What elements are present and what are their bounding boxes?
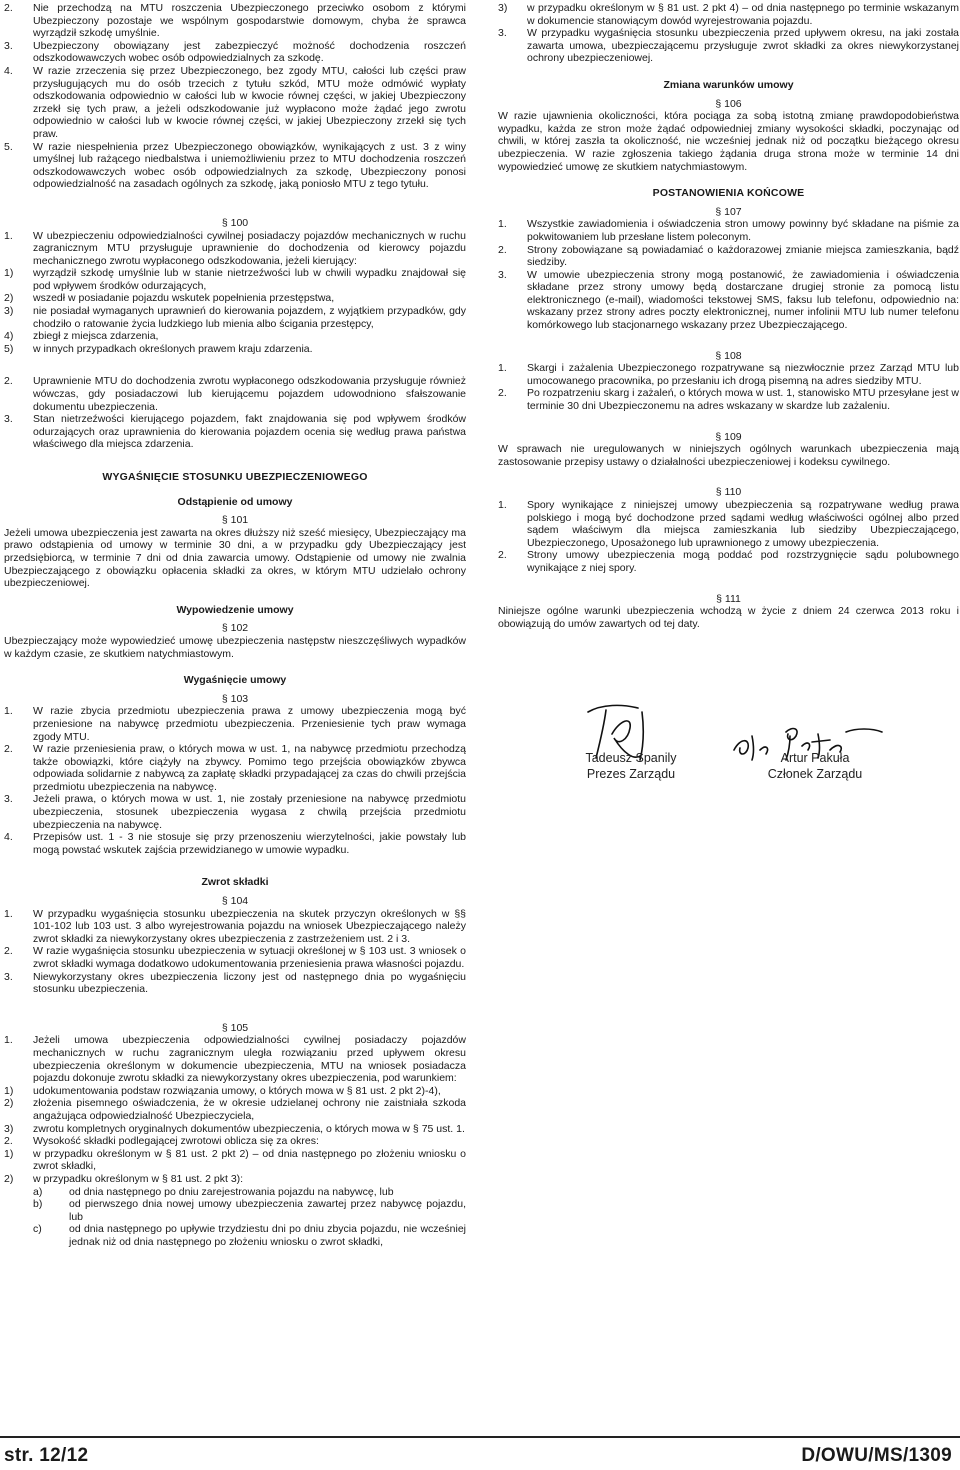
sub-text: nie posiadał wymaganych uprawnień do kierowania pojazdem, z wyjątkiem przypadków, gdy chodziło o ratowanie życia ludzkiego lub mienia albo ścigania przestępcy, bbox=[33, 305, 466, 330]
item-text: Wszystkie zawiadomienia i oświadczenia stron umowy powinny być składane na piśmie za pokwitowaniem lub przesłane listem poleconym. bbox=[527, 218, 959, 243]
item-number: 1. bbox=[4, 907, 13, 920]
sub-text: w przypadku określonym w § 81 ust. 2 pkt 4) – od dnia następnego po terminie wskazanym w dokumencie stanowiącym dowód wyrejestrowania pojazdu. bbox=[527, 2, 959, 27]
sub-item bbox=[4, 1085, 466, 1098]
paragraph-number: § 104 bbox=[221, 895, 249, 908]
item-text: Uprawnienie MTU do dochodzenia zwrotu wypłaconego odszkodowania przysługuje również wówczas, gdy posiadaczowi lub kierującemu pojazdem udowodniono sfałszowanie dokumentu ubezpieczenia. bbox=[33, 375, 466, 413]
item-number: 3. bbox=[4, 39, 13, 52]
item-text: W razie zrzeczenia się przez Ubezpieczonego, bez zgody MTU, całości lub części praw przysługujących mu do osób trzecich z tytułu szkód, MTU może odmówić wypłaty odszkodowania odpowiednio w całości lub w kwocie równej części, w jakiej Ubezpieczony zrzekł się tych praw, a jeżeli odszkodowanie już wypłacono może żądać jego zwrotu odpowiednio w całości lub w kwocie równej części, w jakiej Ubezpieczony zrzekł się tych praw. bbox=[33, 64, 466, 140]
item-number: 4. bbox=[4, 64, 13, 77]
item-text: W razie wygaśnięcia stosunku ubezpieczenia w sytuacji określonej w § 103 ust. 3 wniosek o zwrot składki wymaga dodatkowo udokumentowania przeniesienia prawa własności pojazdu. bbox=[33, 945, 466, 970]
item-text: Strony zobowiązane są powiadamiać o każdorazowej zmianie miejsca zamieszkania, bądź siedziby. bbox=[527, 243, 959, 269]
item-text: Przepisów ust. 1 - 3 nie stosuje się przy przenoszeniu wierzytelności, jakie powstały lub mogą powstać wskutek zajścia przewidzianego w umowie wypadku. bbox=[33, 831, 466, 856]
item-number: 3. bbox=[498, 27, 507, 40]
sub-number: 5) bbox=[4, 342, 14, 355]
subsection-title: Wygaśnięcie umowy bbox=[183, 674, 287, 687]
item-text: W przypadku wygaśnięcia stosunku ubezpieczenia przed upływem okresu, na jaki została zawarta umowa, ubezpieczającemu przysługuje zwrot składki za okres niewykorzystanej ochrony ubezpieczeniowej. bbox=[527, 27, 959, 65]
paragraph-number: § 102 bbox=[221, 622, 249, 635]
item-text: Stan nietrzeźwości kierującego pojazdem, fakt znajdowania się pod wpływem środków odurzających oraz uprawnienia do kierowania pojazdem ocenia się według prawa państwa właściwego dla miejsca zdarzenia. bbox=[33, 413, 466, 451]
sub-number: 2) bbox=[4, 1097, 14, 1110]
list-item bbox=[4, 908, 466, 946]
sub-number: 1) bbox=[4, 1084, 14, 1097]
list-item bbox=[4, 743, 466, 793]
list-item bbox=[498, 218, 959, 243]
sub-sub-number: b) bbox=[33, 1198, 43, 1211]
list-item bbox=[4, 793, 466, 831]
list-item bbox=[498, 27, 959, 65]
sub-sub-item bbox=[4, 1186, 466, 1199]
list-item bbox=[4, 1034, 466, 1084]
sub-text: zwrotu kompletnych oryginalnych dokumentów ubezpieczenia, o których mowa w § 75 ust. 1. bbox=[33, 1122, 465, 1135]
sub-sub-item bbox=[4, 1198, 466, 1223]
item-text: Strony umowy ubezpieczenia mogą poddać pod rozstrzygnięcie sądu polubownego wynikające z niej spory. bbox=[527, 549, 959, 574]
item-number: 5. bbox=[4, 140, 13, 153]
sub-item bbox=[4, 305, 466, 330]
item-number: 2. bbox=[498, 549, 507, 562]
sub-text: złożenia pisemnego oświadczenia, że w okresie udzielanej ochrony nie zaistniała szkoda angażująca odpowiedzialność Ubezpieczyciela, bbox=[33, 1097, 466, 1122]
list-item bbox=[4, 141, 466, 191]
sub-item bbox=[4, 1123, 466, 1136]
list-item bbox=[4, 230, 466, 268]
sub-sub-number: a) bbox=[33, 1185, 43, 1198]
list-item bbox=[4, 413, 466, 451]
signatory-role: Członek Zarządu bbox=[767, 767, 863, 781]
list-item bbox=[4, 40, 466, 65]
item-number: 2. bbox=[498, 387, 507, 400]
list-item bbox=[4, 831, 466, 856]
list-item bbox=[4, 375, 466, 413]
paragraph-text: Jeżeli umowa ubezpieczenia jest zawarta na okres dłuższy niż sześć miesięcy, Ubezpieczający ma prawo odstąpienia od umowy w terminie 30 dni, a w przypadku gdy Ubezpieczający jest przedsiębiorcą, w terminie 7 dni od dnia zawarcia umowy. Odstąpienie od umowy nie zwalnia Ubezpieczającego z obowiązku opłacenia składki za okres, w którym MTU udzielało ochrony ubezpieczeniowej. bbox=[4, 526, 466, 590]
item-number: 1. bbox=[498, 499, 507, 511]
sub-item bbox=[4, 1173, 466, 1186]
sub-item bbox=[4, 267, 466, 292]
paragraph-number: § 106 bbox=[715, 97, 742, 110]
sub-text: udokumentowania podstaw rozwiązania umowy, o których mowa w § 81 ust. 2 pkt 2)-4), bbox=[33, 1084, 441, 1097]
sub-number: 3) bbox=[4, 1122, 14, 1135]
sub-text: w przypadku określonym w § 81 ust. 2 pkt 2) – od dnia następnego po złożeniu wniosku o zwrot składki, bbox=[33, 1147, 466, 1173]
item-text: W razie przeniesienia praw, o których mowa w ust. 1, na nabywcę przedmiotu przechodzą także obowiązki, które ciążyły na zbywcy. Pomimo tego przejścia obowiązków zbywca odpowiada solidarnie z nabywcą za zapłatę składki przypadającej za czas do chwili przejścia przedmiotu ubezpieczenia na nabywcę. bbox=[33, 743, 466, 793]
left-column bbox=[4, 2, 466, 1248]
paragraph-number: § 101 bbox=[221, 514, 249, 527]
list-item bbox=[498, 362, 959, 387]
sub-item bbox=[4, 292, 466, 305]
sub-sub-item bbox=[4, 1223, 466, 1248]
sub-number: 2) bbox=[4, 1172, 14, 1185]
item-text: Wysokość składki podlegającej zwrotowi oblicza się za okres: bbox=[33, 1135, 319, 1148]
item-number: 2. bbox=[498, 243, 507, 256]
item-text: W ubezpieczeniu odpowiedzialności cywilnej posiadaczy pojazdów mechanicznych w ruchu zagranicznym MTU przysługuje uprawnienie do dochodzenia od kierowcy pojazdu mechanicznego zwrotu wypłaconego odszkodowania, jeżeli kierujący: bbox=[33, 229, 466, 267]
list-item bbox=[498, 387, 959, 412]
list-item bbox=[498, 499, 959, 549]
item-number: 3. bbox=[4, 413, 13, 426]
item-text: W umowie ubezpieczenia strony mogą postanowić, że zawiadomienia i oświadczenia składane przez strony umowy będą dostarczane drugiej stronie za pomocą listu elektronicznego (e-mail), wiadomości tekstowej SMS, faksu lub telefonu, odpowiednio na: wskazany przez strony adres poczty elektronicznej, numer infolinii MTU lub numer telefonu komórkowego lub stacjonarnego wskazany przez Ubezpieczającego. bbox=[527, 268, 959, 332]
item-number: 2. bbox=[4, 945, 13, 958]
sub-text: zbiegł z miejsca zdarzenia, bbox=[33, 330, 159, 343]
paragraph-number: § 108 bbox=[715, 349, 742, 362]
signatory-role: Prezes Zarządu bbox=[586, 767, 676, 781]
item-text: Po rozpatrzeniu skarg i zażaleń, o których mowa w ust. 1, stanowisko MTU przesyłane jest w terminie 30 dni Ubezpieczonemu na adres wskazany w skardze lub zażaleniu. bbox=[527, 387, 959, 413]
sub-number: 4) bbox=[4, 330, 14, 343]
item-number: 1. bbox=[498, 362, 507, 375]
section-title: POSTANOWIENIA KOŃCOWE bbox=[652, 187, 805, 200]
subsection-title: Zwrot składki bbox=[201, 876, 269, 889]
signatory-left bbox=[566, 750, 696, 782]
paragraph-number: § 110 bbox=[715, 486, 742, 499]
sub-item bbox=[498, 2, 959, 27]
subsection-title: Wypowiedzenie umowy bbox=[176, 603, 294, 616]
item-number: 2. bbox=[4, 375, 13, 388]
subsection-title: Odstąpienie od umowy bbox=[177, 495, 293, 508]
sub-number: 3) bbox=[4, 305, 14, 318]
paragraph-number: § 109 bbox=[715, 430, 742, 443]
sub-item bbox=[4, 330, 466, 343]
item-number: 4. bbox=[4, 831, 13, 844]
sub-number: 1) bbox=[4, 267, 14, 280]
paragraph-number: § 100 bbox=[221, 216, 249, 229]
sub-item bbox=[4, 1097, 466, 1122]
paragraph-number: § 107 bbox=[715, 205, 742, 218]
paragraph-text: Ubezpieczający może wypowiedzieć umowę ubezpieczenia następstw nieszczęśliwych wypadków w każdym czasie, ze skutkiem natychmiastowym. bbox=[4, 634, 466, 660]
signatory-right bbox=[740, 750, 890, 782]
sub-sub-text: od dnia następnego po dniu zarejestrowania pojazdu na nabywcę, lub bbox=[69, 1185, 394, 1198]
paragraph-text: Niniejsze ogólne warunki ubezpieczenia wchodzą w życie z dniem 24 czerwca 2013 roku i obowiązują do umów zawartych od tej daty. bbox=[498, 605, 959, 630]
signature-block bbox=[566, 698, 896, 808]
sub-item bbox=[4, 343, 466, 356]
list-item bbox=[4, 705, 466, 743]
item-text: Ubezpieczony obowiązany jest zabezpieczyć możność dochodzenia roszczeń odszkodowawczych wobec osób odpowiedzialnych za szkodę. bbox=[33, 39, 466, 65]
list-item bbox=[4, 2, 466, 40]
sub-sub-text: od dnia następnego po upływie trzydziestu dni po dniu zbycia pojazdu, nie wcześniej jednak niż od dnia następnego po złożeniu wniosku o zwrot składki, bbox=[69, 1223, 466, 1248]
item-text: W przypadku wygaśnięcia stosunku ubezpieczenia na skutek przyczyn określonych w §§ 101-102 lub 103 ust. 3 albo wyrejestrowania pojazdu na wniosek Ubezpieczającego należy zwrot składki za niewykorzystany okres ubezpieczenia z zastrzeżeniem ust. 2 i 3. bbox=[33, 907, 466, 945]
item-text: W razie zbycia przedmiotu ubezpieczenia prawa z umowy ubezpieczenia mogą być przeniesione na nabywcę przedmiotu ubezpieczenia. Przeniesienie tych praw wymaga zgody MTU. bbox=[33, 705, 466, 743]
footer-divider bbox=[0, 1436, 960, 1438]
paragraph-text: W razie ujawnienia okoliczności, która pociąga za sobą istotną zmianę prawdopodobieństwa wypadku, każda ze stron może żądać odpowiedniej zmiany wysokości składki, poczynając od chwili, w której zaszła ta okoliczność, nie wcześniej jednak niż od początku bieżącego okresu ubezpieczenia. W razie zgłoszenia takiego żądania druga strona może w terminie 14 dni wypowiedzieć umowę ze skutkiem natychmiastowym. bbox=[498, 110, 959, 173]
list-item bbox=[4, 971, 466, 996]
document-code: D/OWU/MS/1309 bbox=[801, 1445, 952, 1466]
item-number: 1. bbox=[4, 229, 13, 242]
section-title: WYGAŚNIĘCIE STOSUNKU UBEZPIECZENIOWEGO bbox=[102, 471, 368, 483]
sub-number: 2) bbox=[4, 292, 14, 305]
item-number: 3. bbox=[4, 970, 13, 983]
right-column bbox=[498, 2, 959, 630]
paragraph-number: § 111 bbox=[716, 592, 741, 605]
item-number: 2. bbox=[4, 2, 13, 14]
sub-text: wszedł w posiadanie pojazdu wskutek popełnienia przestępstwa, bbox=[33, 292, 335, 305]
list-item bbox=[4, 65, 466, 141]
subsection-title: Zmiana warunków umowy bbox=[663, 78, 794, 91]
item-number: 3. bbox=[4, 793, 13, 806]
sub-text: wyrządził szkodę umyślnie lub w stanie nietrzeźwości lub w chwili wypadku znajdował się pod wpływem środków odurzających, bbox=[33, 267, 466, 292]
item-number: 2. bbox=[4, 743, 13, 756]
sub-text: w innych przypadkach określonych prawem kraju zdarzenia. bbox=[33, 342, 313, 355]
sub-item bbox=[4, 1148, 466, 1173]
sub-sub-text: od pierwszego dnia nowej umowy ubezpieczenia zawartej przez nabywcę pojazdu, lub bbox=[69, 1198, 466, 1223]
list-item bbox=[498, 549, 959, 574]
item-number: 3. bbox=[498, 268, 507, 281]
item-number: 1. bbox=[4, 705, 13, 718]
sub-sub-number: c) bbox=[33, 1223, 42, 1236]
paragraph-number: § 103 bbox=[221, 692, 249, 705]
list-item bbox=[4, 1135, 466, 1148]
sub-text: w przypadku określonym w § 81 ust. 2 pkt 3): bbox=[33, 1172, 244, 1185]
item-number: 1. bbox=[4, 1034, 13, 1047]
item-text: Jeżeli umowa ubezpieczenia odpowiedzialności cywilnej posiadaczy pojazdów mechanicznych w ruchu zagranicznym uległa rozwiązaniu przed upływem okresu ubezpieczenia określonym w dokumencie ubezpieczenia, MTU na wniosek posiadacza pojazdu dokonuje zwrotu składki za niewykorzystany okres ubezpieczenia, pod warunkiem: bbox=[33, 1034, 466, 1085]
item-text: Jeżeli prawa, o których mowa w ust. 1, nie zostały przeniesione na nabywcę przedmiotu ubezpieczenia, stosunek ubezpieczenia wygasa z chwilą przejścia przedmiotu ubezpieczenia na nabywcę. bbox=[33, 793, 466, 831]
signatory-name: Tadeusz Spanily bbox=[585, 751, 677, 765]
list-item bbox=[498, 269, 959, 332]
list-item bbox=[498, 244, 959, 269]
item-number: 2. bbox=[4, 1135, 13, 1148]
item-number: 1. bbox=[498, 218, 507, 231]
paragraph-text: W sprawach nie uregulowanych w niniejszych ogólnych warunkach ubezpieczenia mają zastosowanie przepisy ustawy o działalności ubezpieczeniowej i kodeksu cywilnego. bbox=[498, 443, 959, 468]
signatory-name: Artur Pakuła bbox=[780, 751, 850, 765]
sub-number: 3) bbox=[498, 2, 508, 14]
sub-number: 1) bbox=[4, 1147, 14, 1160]
item-text: Skargi i zażalenia Ubezpieczonego rozpatrywane są niezwłocznie przez Zarząd MTU lub umocowanego pracownika, po przesłaniu ich drogą pisemną na adres siedziby MTU. bbox=[527, 362, 959, 387]
item-text: W razie niespełnienia przez Ubezpieczonego obowiązków, wynikających z ust. 3 z winy umyślnej lub rażącego niedbalstwa i uniemożliwieniu przez to MTU dochodzenia roszczeń odszkodowawczych wobec osób odpowiedzialnych za szkodę, Ubezpieczony ponosi odpowiedzialność na zasadach ogólnych za szkodę, jaką poniosło MTU z tego tytułu. bbox=[33, 140, 466, 191]
item-text: Nie przechodzą na MTU roszczenia Ubezpieczonego przeciwko osobom z którymi Ubezpieczony pozostaje we wspólnym gospodarstwie domowym, chyba że sprawca wyrządził szkodę umyślnie. bbox=[33, 2, 466, 40]
item-text: Niewykorzystany okres ubezpieczenia liczony jest od następnego dnia po wygaśnięciu stosunku ubezpieczenia. bbox=[33, 970, 466, 996]
page-number: str. 12/12 bbox=[4, 1445, 89, 1466]
list-item bbox=[4, 945, 466, 970]
item-text: Spory wynikające z niniejszej umowy ubezpieczenia są rozpatrywane według prawa polskiego i mogą być dochodzone przed sądami według właściwości ogólnej albo przed sądem właściwym dla miejsca zamieszkania lub siedziby Ubezpieczającego, Ubezpieczonego, Uposażonego lub uprawnionego z umowy ubezpieczenia. bbox=[527, 499, 959, 549]
paragraph-number: § 105 bbox=[221, 1021, 249, 1034]
